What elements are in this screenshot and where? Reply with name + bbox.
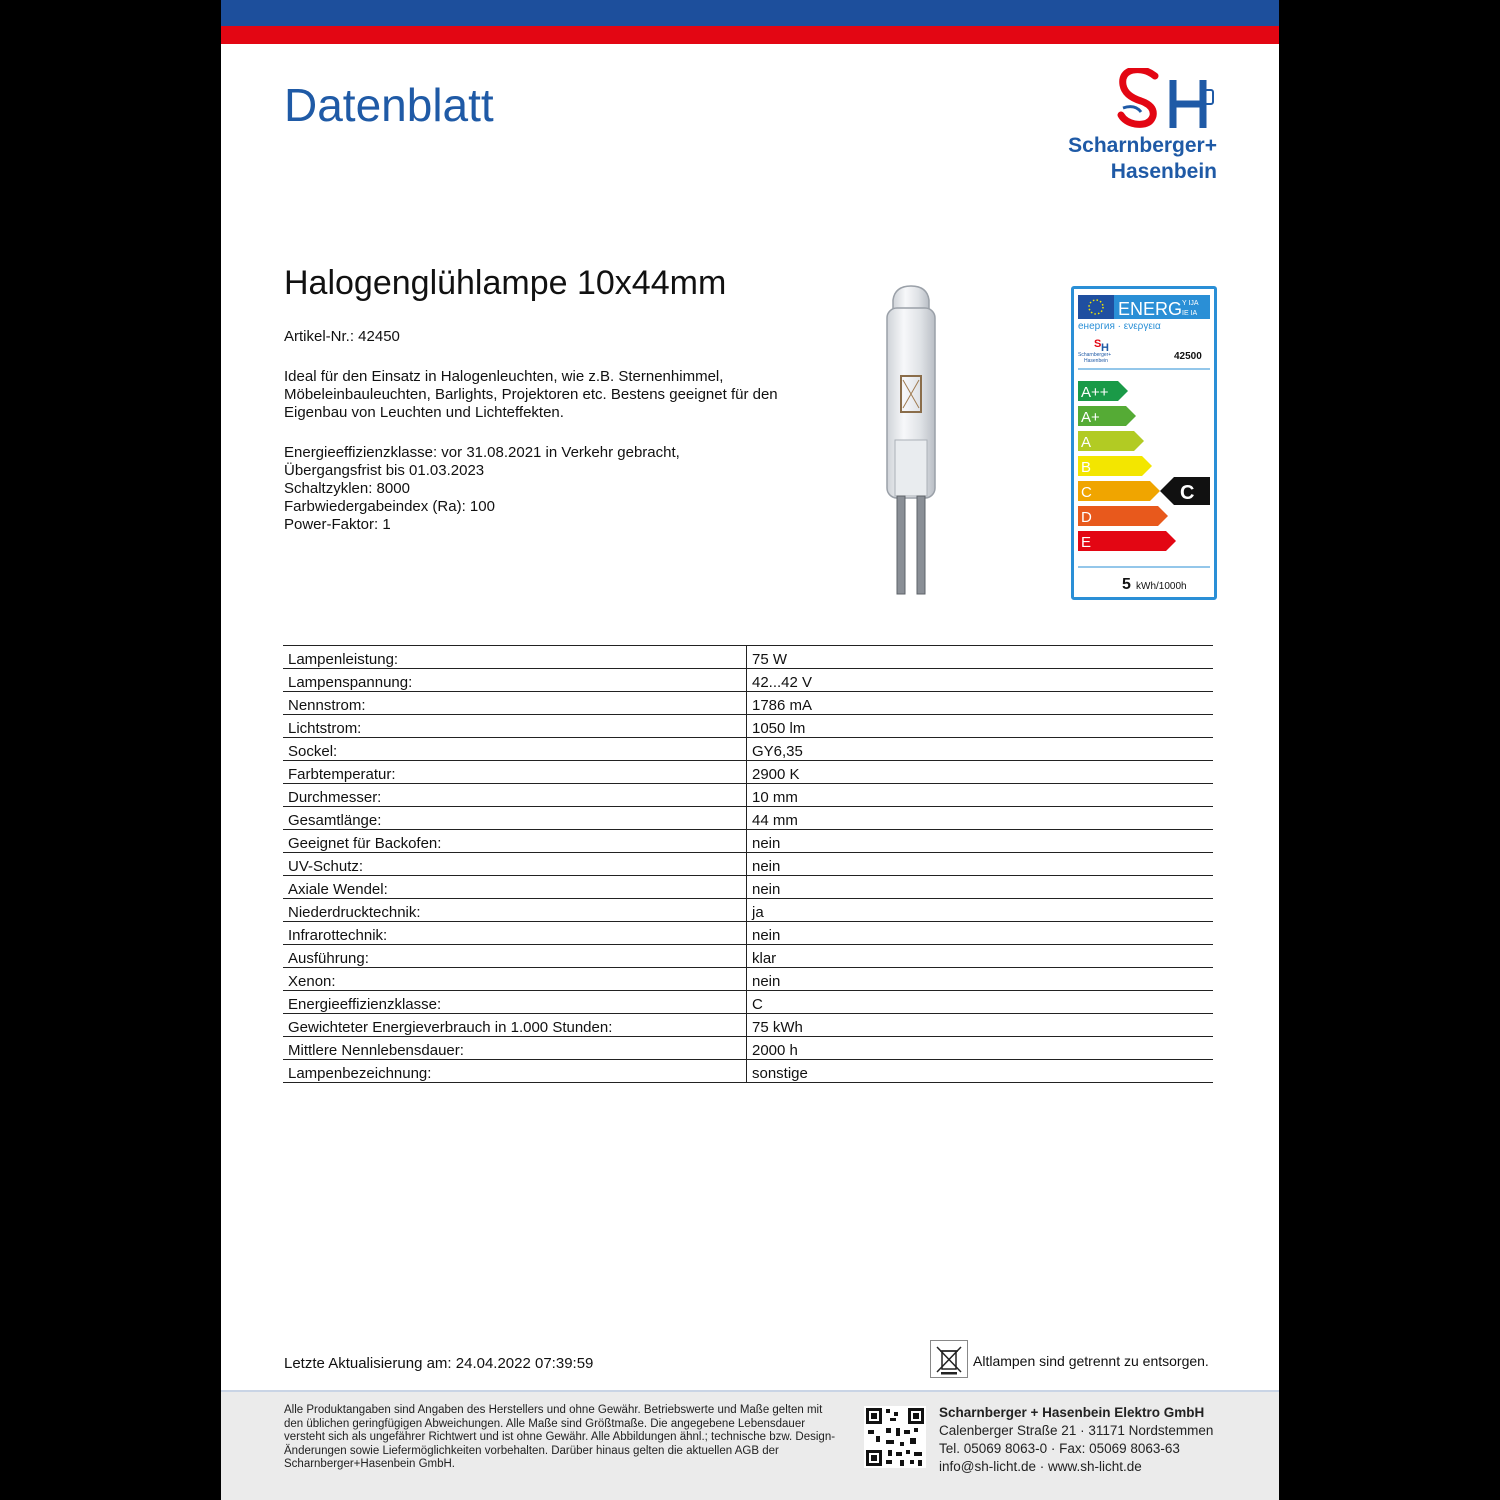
spec-value: nein [747,922,1214,945]
spec-label: Lampenleistung: [283,646,747,669]
spec-label: Lampenspannung: [283,669,747,692]
energy-class-label: C [1081,484,1092,501]
spec-label: Ausführung: [283,945,747,968]
svg-text:H: H [1101,342,1109,354]
spec-table [283,645,1213,1083]
spec-label: Mittlere Nennlebensdauer: [283,1037,747,1060]
spec-value: 1786 mA [747,692,1214,715]
spec-label: Niederdrucktechnik: [283,899,747,922]
company-address: Calenberger Straße 21 · 31171 Nordstemmen [939,1423,1214,1438]
table-row [283,807,1213,830]
spec-value: nein [747,968,1214,991]
spec-value: 2000 h [747,1037,1214,1060]
table-row [283,761,1213,784]
spec-label: Gewichteter Energieverbrauch in 1.000 Stunden: [283,1014,747,1037]
crossed-bin-icon [930,1340,968,1378]
energy-heading: ENERG [1118,299,1183,319]
legal-notice: Alle Produktangaben sind Angaben des Herstellers und ohne Gewähr. Betriebswerte und Maße gelten mit den üblichen geringfügigen Abweichungen. Alle Maße sind Größtmaße. Die angegebene Lebensdauer versteht sich als ungefährer Richtwert und ist ohne Gewähr. Alle Abbildungen ähnl.; technische bzw. Design-Änderungen sowie Liefermöglichkeiten vorbehalten. Darüber hinaus gelten die aktuellen AGB der Scharnberger+Hasenbein GmbH. [284,1404,836,1470]
spec-value: nein [747,876,1214,899]
spec-value: C [747,991,1214,1014]
table-row [283,669,1213,692]
spec-value: 44 mm [747,807,1214,830]
company-web: info@sh-licht.de · www.sh-licht.de [939,1459,1142,1474]
spec-label: Nennstrom: [283,692,747,715]
energy-class-label: E [1081,534,1092,551]
qr-code-icon [864,1406,926,1468]
table-row [283,1014,1213,1037]
spec-label: Xenon: [283,968,747,991]
svg-text:Y IJA: Y IJA [1182,300,1199,307]
table-row [283,876,1213,899]
company-name: Scharnberger + Hasenbein Elektro GmbH [939,1405,1205,1420]
energy-consumption-value: 5 [1122,576,1131,593]
article-number: Artikel-Nr.: 42450 [284,328,400,345]
halogen-lamp-image [851,280,971,600]
spec-value: GY6,35 [747,738,1214,761]
spec-value: nein [747,853,1214,876]
energy-class-label: B [1081,459,1092,476]
spec-value: nein [747,830,1214,853]
spec-line: Energieeffizienzklasse: vor 31.08.2021 in Verkehr gebracht, [284,444,680,461]
table-row [283,1060,1213,1083]
spec-value: 2900 K [747,761,1214,784]
company-logo [977,68,1217,188]
spec-label: Geeignet für Backofen: [283,830,747,853]
spec-line: Farbwiedergabeindex (Ra): 100 [284,498,495,515]
table-row [283,692,1213,715]
logo-line1: Scharnberger+ [1068,134,1217,157]
energy-label [1071,286,1217,600]
recycle-note: Altlampen sind getrennt zu entsorgen. [973,1353,1209,1369]
spec-value: 75 kWh [747,1014,1214,1037]
table-row [283,830,1213,853]
energy-subheading: енергия · ενεργεια [1078,321,1161,332]
spec-label: Lichtstrom: [283,715,747,738]
page-title: Datenblatt [284,79,494,131]
footer [221,1390,1279,1500]
company-phone: Tel. 05069 8063-0 · Fax: 05069 8063-63 [939,1441,1180,1456]
table-row [283,738,1213,761]
spec-line: Übergangsfrist bis 01.03.2023 [284,462,485,479]
spec-value: klar [747,945,1214,968]
sh-logo-mark [977,68,1217,134]
spec-value: ja [747,899,1214,922]
spec-label: Energieeffizienzklasse: [283,991,747,1014]
spec-value: 10 mm [747,784,1214,807]
spec-label: Farbtemperatur: [283,761,747,784]
energy-class-label: D [1081,509,1092,526]
spec-line: Schaltzyklen: 8000 [284,480,410,497]
energy-class-bar [1078,531,1176,551]
table-row [283,899,1213,922]
table-row [283,646,1213,669]
table-row [283,945,1213,968]
energy-model: 42500 [1174,351,1202,362]
spec-label: UV-Schutz: [283,853,747,876]
table-row [283,1037,1213,1060]
datasheet-page [221,0,1279,1500]
energy-brand-line1: Scharnberger+ [1078,352,1112,358]
energy-class-label: A [1081,434,1092,451]
last-updated: Letzte Aktualisierung am: 24.04.2022 07:39:59 [284,1355,594,1372]
spec-label: Lampenbezeichnung: [283,1060,747,1083]
eu-flag-icon [1078,295,1114,319]
logo-line2: Hasenbein [1110,160,1217,183]
spec-value: 1050 lm [747,715,1214,738]
spec-value: sonstige [747,1060,1214,1083]
energy-class-label: A+ [1081,409,1100,426]
spec-label: Axiale Wendel: [283,876,747,899]
table-row [283,968,1213,991]
spec-label: Durchmesser: [283,784,747,807]
spec-value: 75 W [747,646,1214,669]
company-info [939,1404,1213,1476]
energy-brand-line2: Hasenbein [1084,358,1108,364]
table-row [283,784,1213,807]
header-red-stripe [221,26,1279,44]
spec-label: Infrarottechnik: [283,922,747,945]
spec-label: Sockel: [283,738,747,761]
product-specs [284,444,680,534]
table-row [283,853,1213,876]
spec-line: Power-Faktor: 1 [284,516,391,533]
spec-value: 42...42 V [747,669,1214,692]
table-row [283,991,1213,1014]
energy-class-label: A++ [1081,384,1109,401]
selected-class-text: C [1180,482,1195,504]
energy-label-graphic [1074,289,1214,597]
table-row [283,922,1213,945]
svg-text:IE IA: IE IA [1182,310,1198,317]
product-description: Ideal für den Einsatz in Halogenleuchten, wie z.B. Sternenhimmel, Möbeleinbauleuchten, Barlights, Projektoren etc. Bestens geeignet für den Eigenbau von Leuchten und Lichteffekten. [284,368,778,421]
header-blue-stripe [221,0,1279,26]
svg-text:S: S [1094,338,1102,350]
energy-consumption-unit: kWh/1000h [1136,581,1187,592]
product-title: Halogenglühlampe 10x44mm [284,264,727,302]
table-row [283,715,1213,738]
spec-label: Gesamtlänge: [283,807,747,830]
